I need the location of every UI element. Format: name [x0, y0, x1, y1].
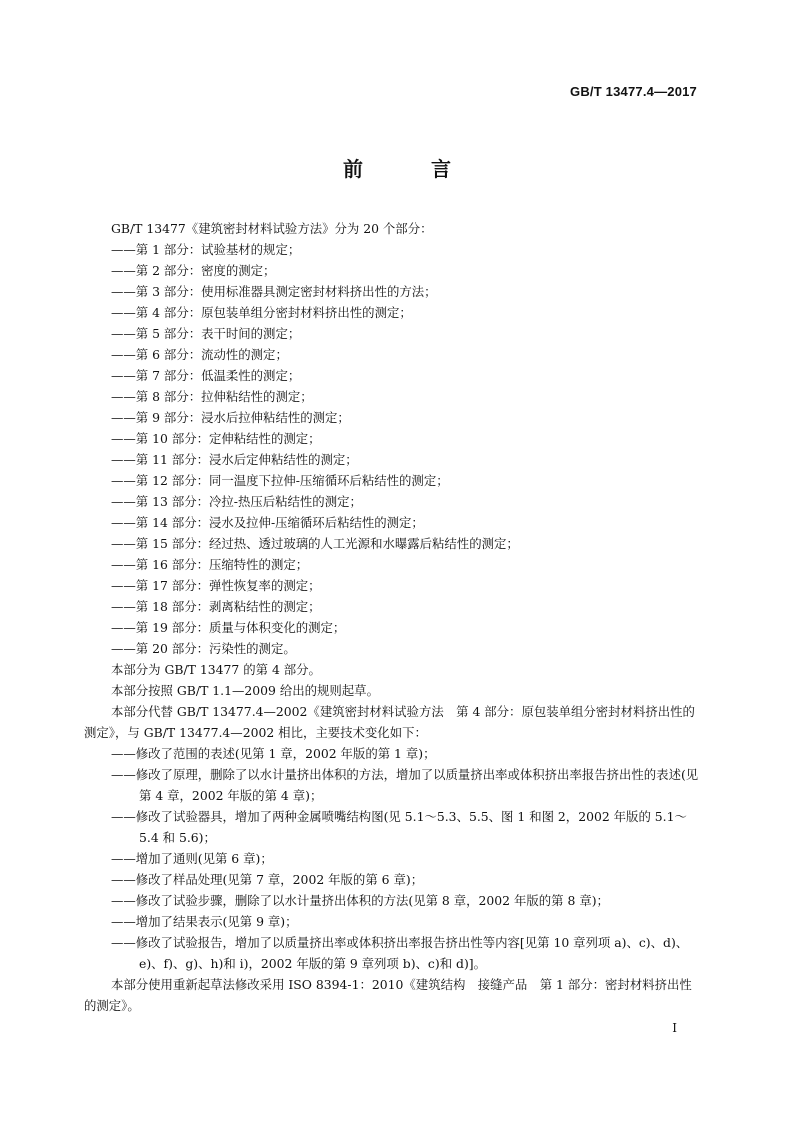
list-item: ——第 11 部分：浸水后定伸粘结性的测定； — [111, 452, 358, 467]
list-item: ——修改了范围的表述(见第 1 章，2002 年版的第 1 章)； — [111, 746, 436, 761]
list-item: ——第 15 部分：经过热、透过玻璃的人工光源和水曝露后粘结性的测定； — [111, 536, 519, 551]
list-item: ——第 1 部分：试验基材的规定； — [111, 242, 301, 257]
list-item: ——增加了通则(见第 6 章)； — [111, 851, 273, 866]
list-item: ——第 14 部分：浸水及拉伸-压缩循环后粘结性的测定； — [111, 515, 424, 530]
list-item: ——第 10 部分：定伸粘结性的测定； — [111, 431, 321, 446]
changes-list — [84, 743, 700, 974]
list-item: ——第 3 部分：使用标准器具测定密封材料挤出性的方法； — [111, 284, 437, 299]
list-item: ——第 4 部分：原包装单组分密封材料挤出性的测定； — [111, 305, 412, 320]
document-body — [84, 218, 700, 1016]
list-item: ——第 13 部分：冷拉-热压后粘结性的测定； — [111, 494, 362, 509]
page-title: 前 言 — [343, 157, 475, 181]
list-item: ——修改了试验步骤，删除了以水计量挤出体积的方法(见第 8 章，2002 年版的第 8 章)； — [111, 893, 609, 908]
list-item: ——第 17 部分：弹性恢复率的测定； — [111, 578, 321, 593]
list-item: ——第 20 部分：污染性的测定。 — [111, 641, 296, 656]
list-item: ——第 6 部分：流动性的测定； — [111, 347, 288, 362]
list-item: ——第 5 部分：表干时间的测定； — [111, 326, 301, 341]
iso-paragraph: 本部分使用重新起草法修改采用 ISO 8394-1：2010《建筑结构 接缝产品 第 1 部分：密封材料挤出性的测定》。 — [84, 977, 692, 1013]
list-item: ——第 16 部分：压缩特性的测定； — [111, 557, 309, 572]
part-of-paragraph: 本部分为 GB/T 13477 的第 4 部分。 — [111, 662, 321, 677]
list-item: ——第 19 部分：质量与体积变化的测定； — [111, 620, 346, 635]
replace-paragraph: 本部分代替 GB/T 13477.4—2002《建筑密封材料试验方法 第 4 部分：原包装单组分密封材料挤出性的测定》，与 GB/T 13477.4—2002 相比，主要技术变化如下： — [84, 704, 695, 740]
list-item: ——第 12 部分：同一温度下拉伸-压缩循环后粘结性的测定； — [111, 473, 449, 488]
list-item: ——增加了结果表示(见第 9 章)； — [111, 914, 298, 929]
page-number: I — [672, 1021, 677, 1035]
intro-paragraph: GB/T 13477《建筑密封材料试验方法》分为 20 个部分： — [111, 221, 433, 236]
list-item: ——第 9 部分：浸水后拉伸粘结性的测定； — [111, 410, 350, 425]
list-item: ——修改了样品处理(见第 7 章，2002 年版的第 6 章)； — [111, 872, 424, 887]
parts-list — [84, 239, 700, 659]
list-item: ——修改了试验器具，增加了两种金属喷嘴结构图(见 5.1～5.3、5.5、图 1 和图 2，2002 年版的 5.1～5.4 和 5.6)； — [111, 809, 687, 845]
list-item: ——第 8 部分：拉伸粘结性的测定； — [111, 389, 313, 404]
list-item: ——修改了原理，删除了以水计量挤出体积的方法，增加了以质量挤出率或体积挤出率报告挤出性的表述(见第 4 章，2002 年版的第 4 章)； — [111, 767, 699, 803]
standard-code: GB/T 13477.4—2017 — [570, 84, 697, 99]
list-item: ——第 7 部分：低温柔性的测定； — [111, 368, 301, 383]
list-item: ——修改了试验报告，增加了以质量挤出率或体积挤出率报告挤出性等内容[见第 10 章列项 a)、c)、d)、e)、f)、g)、h)和 i)，2002 年版的第 9 章列项 b)、c)和 d)]。 — [111, 935, 689, 971]
list-item: ——第 2 部分：密度的测定； — [111, 263, 276, 278]
rules-paragraph: 本部分按照 GB/T 1.1—2009 给出的规则起草。 — [111, 683, 379, 698]
list-item: ——第 18 部分：剥离粘结性的测定； — [111, 599, 321, 614]
